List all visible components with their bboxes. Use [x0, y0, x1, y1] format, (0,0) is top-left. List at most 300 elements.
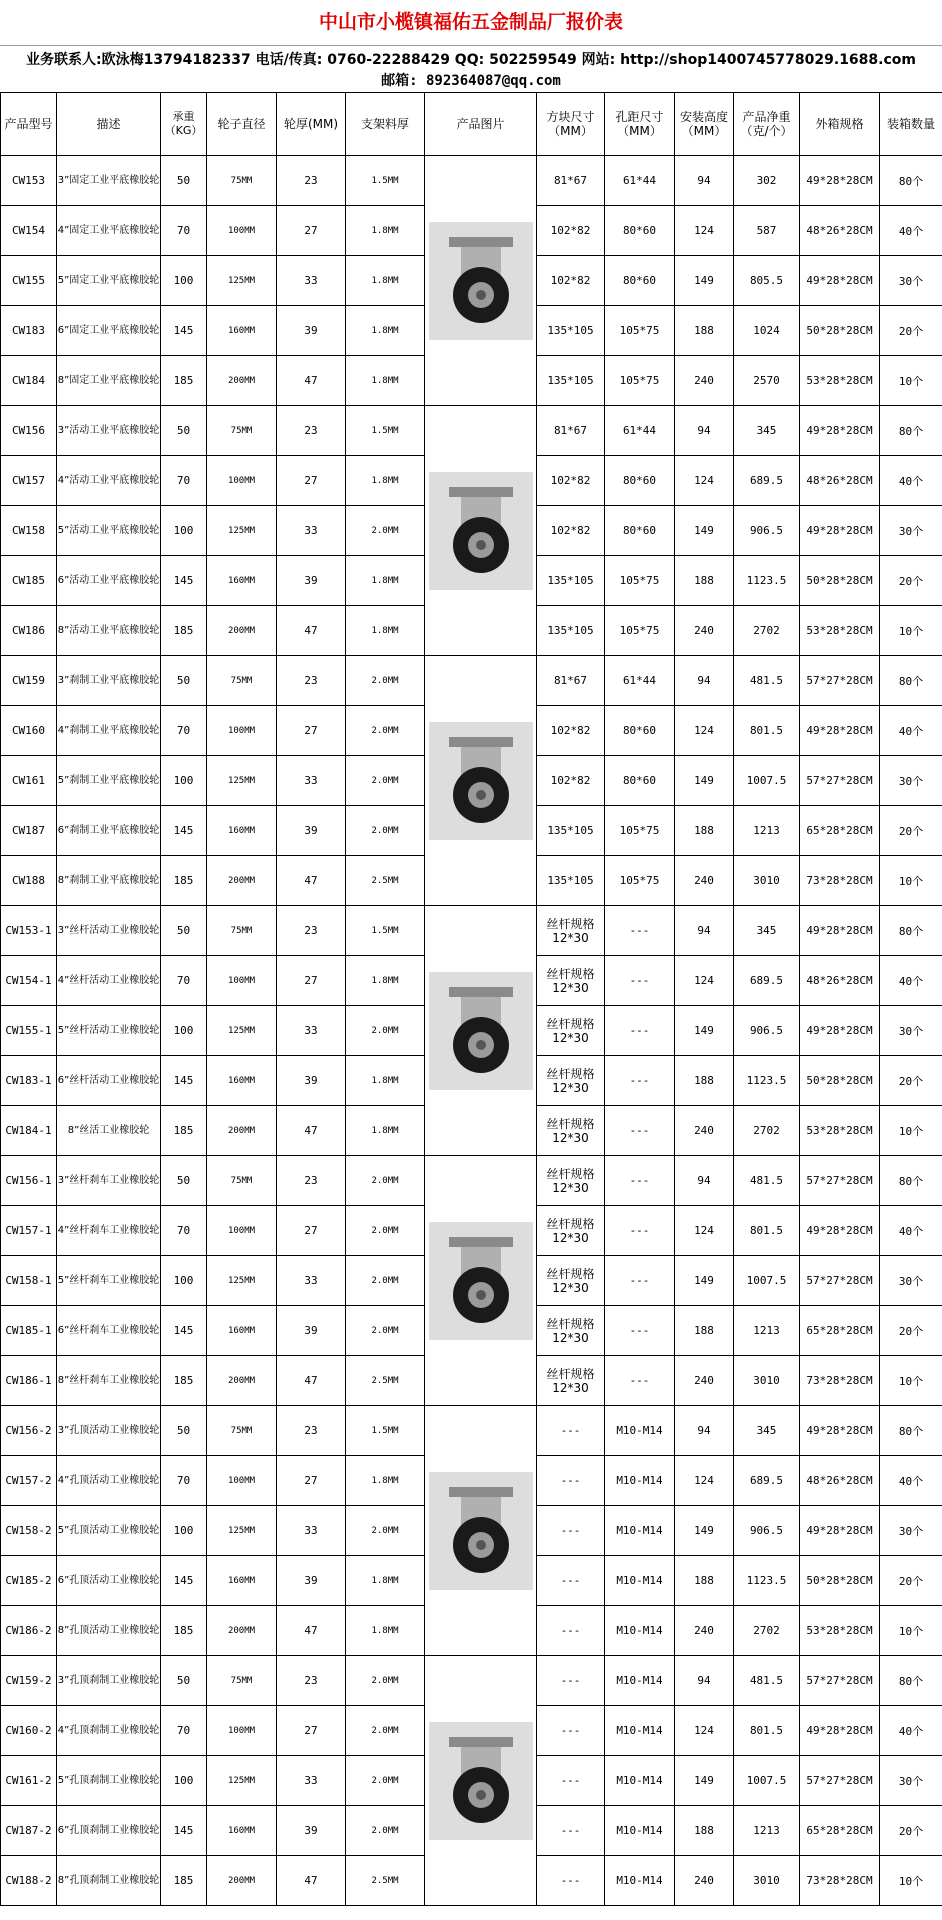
cell-plate: 81*67 [537, 406, 605, 456]
cell-thick: 23 [277, 1406, 346, 1456]
cell-desc: 4”固定工业平底橡胶轮 [57, 206, 161, 256]
cell-weight: 689.5 [734, 1456, 800, 1506]
cell-hole: M10-M14 [605, 1606, 675, 1656]
cell-plate: --- [537, 1756, 605, 1806]
cell-thick: 27 [277, 456, 346, 506]
cell-carton: 65*28*28CM [800, 1806, 880, 1856]
header-desc: 描述 [57, 93, 161, 156]
cell-load: 100 [161, 1006, 207, 1056]
cell-dia: 125MM [207, 1506, 277, 1556]
cell-bracket: 1.8MM [346, 606, 425, 656]
cell-qty: 40个 [880, 1706, 942, 1756]
cell-dia: 160MM [207, 306, 277, 356]
cell-weight: 1007.5 [734, 1256, 800, 1306]
cell-bracket: 1.5MM [346, 406, 425, 456]
cell-qty: 30个 [880, 506, 942, 556]
cell-weight: 1007.5 [734, 1756, 800, 1806]
cell-hole: 61*44 [605, 656, 675, 706]
contact-line: 业务联系人:欧泳梅13794182337 电话/传真: 0760-22288429 QQ: 502259549 网站: http://shop1400745778029.1688.com [26, 52, 916, 68]
product-image-cell [425, 1406, 537, 1656]
cell-model: CW153 [1, 156, 57, 206]
cell-load: 145 [161, 1056, 207, 1106]
cell-height: 94 [675, 406, 734, 456]
cell-qty: 20个 [880, 1806, 942, 1856]
cell-hole: --- [605, 1356, 675, 1406]
cell-height: 188 [675, 306, 734, 356]
cell-dia: 160MM [207, 1556, 277, 1606]
cell-plate: --- [537, 1456, 605, 1506]
cell-thick: 39 [277, 1806, 346, 1856]
cell-load: 50 [161, 156, 207, 206]
cell-model: CW156-2 [1, 1406, 57, 1456]
cell-carton: 49*28*28CM [800, 1406, 880, 1456]
product-image-cell [425, 1156, 537, 1406]
cell-desc: 6”孔顶活动工业橡胶轮 [57, 1556, 161, 1606]
table-row [1, 656, 942, 706]
cell-weight: 801.5 [734, 1706, 800, 1756]
page-title: 中山市小榄镇福佑五金制品厂报价表 [0, 0, 942, 46]
cell-height: 124 [675, 1206, 734, 1256]
cell-bracket: 2.0MM [346, 1256, 425, 1306]
cell-thick: 47 [277, 1856, 346, 1906]
cell-weight: 2702 [734, 606, 800, 656]
cell-plate: 135*105 [537, 806, 605, 856]
cell-qty: 80个 [880, 156, 942, 206]
cell-desc: 3”孔顶刹制工业橡胶轮 [57, 1656, 161, 1706]
cell-carton: 48*26*28CM [800, 206, 880, 256]
cell-desc: 6”丝杆活动工业橡胶轮 [57, 1056, 161, 1106]
cell-bracket: 2.5MM [346, 1356, 425, 1406]
cell-height: 149 [675, 1506, 734, 1556]
cell-dia: 200MM [207, 856, 277, 906]
cell-height: 188 [675, 1556, 734, 1606]
cell-bracket: 2.0MM [346, 756, 425, 806]
cell-desc: 4”刹制工业平底橡胶轮 [57, 706, 161, 756]
cell-thick: 23 [277, 906, 346, 956]
cell-model: CW183-1 [1, 1056, 57, 1106]
cell-carton: 53*28*28CM [800, 1106, 880, 1156]
cell-plate: --- [537, 1406, 605, 1456]
cell-model: CW155-1 [1, 1006, 57, 1056]
cell-height: 124 [675, 956, 734, 1006]
cell-desc: 6”固定工业平底橡胶轮 [57, 306, 161, 356]
cell-plate: 135*105 [537, 556, 605, 606]
cell-carton: 49*28*28CM [800, 1506, 880, 1556]
cell-thick: 33 [277, 256, 346, 306]
cell-plate: --- [537, 1856, 605, 1906]
cell-weight: 481.5 [734, 1156, 800, 1206]
cell-model: CW159 [1, 656, 57, 706]
cell-weight: 302 [734, 156, 800, 206]
cell-dia: 125MM [207, 1006, 277, 1056]
header-thick: 轮厚(MM) [277, 93, 346, 156]
cell-bracket: 2.0MM [346, 806, 425, 856]
cell-model: CW186 [1, 606, 57, 656]
cell-carton: 50*28*28CM [800, 1056, 880, 1106]
cell-plate: 丝杆规格12*30 [537, 1156, 605, 1206]
cell-height: 188 [675, 1056, 734, 1106]
cell-bracket: 2.0MM [346, 1306, 425, 1356]
cell-desc: 4”孔顶活动工业橡胶轮 [57, 1456, 161, 1506]
cell-carton: 48*26*28CM [800, 456, 880, 506]
cell-carton: 57*27*28CM [800, 1656, 880, 1706]
cell-carton: 49*28*28CM [800, 1206, 880, 1256]
cell-model: CW186-2 [1, 1606, 57, 1656]
cell-thick: 39 [277, 556, 346, 606]
cell-hole: --- [605, 1256, 675, 1306]
cell-dia: 75MM [207, 1656, 277, 1706]
cell-qty: 20个 [880, 1056, 942, 1106]
cell-model: CW157-1 [1, 1206, 57, 1256]
cell-hole: M10-M14 [605, 1406, 675, 1456]
header-load: 承重（KG） [161, 93, 207, 156]
cell-bracket: 1.8MM [346, 1556, 425, 1606]
table-row [1, 406, 942, 456]
cell-model: CW185-1 [1, 1306, 57, 1356]
product-image-cell [425, 1656, 537, 1906]
cell-dia: 100MM [207, 206, 277, 256]
cell-bracket: 2.5MM [346, 1856, 425, 1906]
cell-plate: 102*82 [537, 756, 605, 806]
cell-carton: 50*28*28CM [800, 556, 880, 606]
cell-plate: --- [537, 1706, 605, 1756]
cell-thick: 33 [277, 1006, 346, 1056]
cell-model: CW159-2 [1, 1656, 57, 1706]
cell-height: 188 [675, 806, 734, 856]
cell-weight: 3010 [734, 1856, 800, 1906]
cell-plate: 102*82 [537, 256, 605, 306]
threaded-stem-brake-caster-icon [429, 1222, 533, 1340]
contact-info [0, 46, 942, 92]
cell-bracket: 1.5MM [346, 1406, 425, 1456]
cell-bracket: 2.0MM [346, 1156, 425, 1206]
cell-hole: 80*60 [605, 756, 675, 806]
cell-bracket: 1.8MM [346, 1106, 425, 1156]
cell-load: 70 [161, 1206, 207, 1256]
cell-carton: 57*27*28CM [800, 1256, 880, 1306]
cell-height: 94 [675, 906, 734, 956]
cell-carton: 65*28*28CM [800, 1306, 880, 1356]
cell-dia: 160MM [207, 556, 277, 606]
cell-hole: 61*44 [605, 156, 675, 206]
cell-load: 185 [161, 856, 207, 906]
cell-thick: 23 [277, 1656, 346, 1706]
hollow-stem-brake-caster-icon [429, 1722, 533, 1840]
cell-plate: 丝杆规格12*30 [537, 956, 605, 1006]
cell-dia: 75MM [207, 656, 277, 706]
cell-plate: --- [537, 1806, 605, 1856]
cell-dia: 100MM [207, 1456, 277, 1506]
cell-model: CW155 [1, 256, 57, 306]
cell-bracket: 1.8MM [346, 556, 425, 606]
table-row [1, 1406, 942, 1456]
cell-weight: 345 [734, 906, 800, 956]
cell-model: CW186-1 [1, 1356, 57, 1406]
cell-hole: 105*75 [605, 556, 675, 606]
table-header-row [1, 93, 942, 156]
cell-qty: 80个 [880, 656, 942, 706]
cell-height: 94 [675, 1406, 734, 1456]
cell-load: 100 [161, 1256, 207, 1306]
email-line: 邮箱: 892364087@qq.com [381, 73, 561, 89]
cell-weight: 345 [734, 406, 800, 456]
cell-load: 70 [161, 1706, 207, 1756]
cell-dia: 100MM [207, 956, 277, 1006]
cell-hole: 61*44 [605, 406, 675, 456]
cell-height: 124 [675, 706, 734, 756]
cell-qty: 10个 [880, 856, 942, 906]
cell-hole: --- [605, 1156, 675, 1206]
cell-weight: 1123.5 [734, 1556, 800, 1606]
cell-load: 145 [161, 1306, 207, 1356]
cell-model: CW157 [1, 456, 57, 506]
cell-weight: 2702 [734, 1606, 800, 1656]
cell-dia: 160MM [207, 1806, 277, 1856]
header-height: 安装高度（MM） [675, 93, 734, 156]
cell-bracket: 1.8MM [346, 1606, 425, 1656]
cell-height: 149 [675, 256, 734, 306]
cell-thick: 27 [277, 1706, 346, 1756]
cell-thick: 39 [277, 1056, 346, 1106]
cell-desc: 3”活动工业平底橡胶轮 [57, 406, 161, 456]
cell-hole: M10-M14 [605, 1806, 675, 1856]
cell-hole: 80*60 [605, 256, 675, 306]
cell-plate: 102*82 [537, 506, 605, 556]
cell-load: 70 [161, 1456, 207, 1506]
cell-dia: 75MM [207, 1156, 277, 1206]
cell-hole: --- [605, 1006, 675, 1056]
header-qty: 装箱数量 [880, 93, 942, 156]
cell-desc: 5”活动工业平底橡胶轮 [57, 506, 161, 556]
cell-weight: 801.5 [734, 706, 800, 756]
cell-qty: 10个 [880, 606, 942, 656]
cell-model: CW156 [1, 406, 57, 456]
header-image: 产品图片 [425, 93, 537, 156]
cell-carton: 49*28*28CM [800, 1006, 880, 1056]
cell-weight: 481.5 [734, 656, 800, 706]
cell-height: 149 [675, 1756, 734, 1806]
cell-hole: 105*75 [605, 806, 675, 856]
cell-load: 100 [161, 1506, 207, 1556]
cell-load: 100 [161, 1756, 207, 1806]
cell-model: CW156-1 [1, 1156, 57, 1206]
threaded-stem-caster-icon [429, 972, 533, 1090]
cell-load: 50 [161, 1656, 207, 1706]
cell-carton: 49*28*28CM [800, 406, 880, 456]
cell-desc: 3”丝杆刹车工业橡胶轮 [57, 1156, 161, 1206]
cell-hole: M10-M14 [605, 1506, 675, 1556]
cell-height: 94 [675, 156, 734, 206]
cell-load: 70 [161, 206, 207, 256]
cell-weight: 801.5 [734, 1206, 800, 1256]
cell-hole: M10-M14 [605, 1556, 675, 1606]
cell-weight: 1123.5 [734, 556, 800, 606]
cell-desc: 8”刹制工业平底橡胶轮 [57, 856, 161, 906]
cell-load: 100 [161, 756, 207, 806]
swivel-caster-icon [429, 472, 533, 590]
cell-bracket: 2.0MM [346, 506, 425, 556]
cell-load: 145 [161, 1556, 207, 1606]
cell-height: 240 [675, 606, 734, 656]
cell-thick: 39 [277, 1556, 346, 1606]
cell-load: 50 [161, 656, 207, 706]
cell-hole: 105*75 [605, 606, 675, 656]
cell-thick: 33 [277, 506, 346, 556]
cell-dia: 125MM [207, 506, 277, 556]
cell-weight: 1123.5 [734, 1056, 800, 1106]
cell-hole: --- [605, 906, 675, 956]
cell-desc: 4”孔顶刹制工业橡胶轮 [57, 1706, 161, 1756]
cell-hole: 105*75 [605, 306, 675, 356]
cell-load: 185 [161, 1106, 207, 1156]
cell-carton: 57*27*28CM [800, 1156, 880, 1206]
cell-height: 124 [675, 206, 734, 256]
cell-carton: 48*26*28CM [800, 956, 880, 1006]
cell-carton: 49*28*28CM [800, 256, 880, 306]
cell-dia: 160MM [207, 806, 277, 856]
cell-load: 50 [161, 406, 207, 456]
cell-carton: 49*28*28CM [800, 1706, 880, 1756]
cell-plate: 102*82 [537, 206, 605, 256]
cell-bracket: 2.0MM [346, 1656, 425, 1706]
cell-weight: 2702 [734, 1106, 800, 1156]
cell-dia: 200MM [207, 1856, 277, 1906]
cell-load: 145 [161, 806, 207, 856]
cell-plate: 丝杆规格12*30 [537, 1306, 605, 1356]
cell-weight: 1213 [734, 806, 800, 856]
cell-load: 70 [161, 956, 207, 1006]
table-row [1, 906, 942, 956]
cell-qty: 80个 [880, 906, 942, 956]
cell-load: 70 [161, 706, 207, 756]
cell-dia: 125MM [207, 1256, 277, 1306]
header-hole: 孔距尺寸（MM） [605, 93, 675, 156]
cell-model: CW187-2 [1, 1806, 57, 1856]
cell-hole: M10-M14 [605, 1756, 675, 1806]
cell-weight: 481.5 [734, 1656, 800, 1706]
cell-plate: 102*82 [537, 456, 605, 506]
cell-load: 145 [161, 556, 207, 606]
cell-hole: 80*60 [605, 206, 675, 256]
cell-carton: 48*26*28CM [800, 1456, 880, 1506]
cell-carton: 65*28*28CM [800, 806, 880, 856]
cell-desc: 8”丝活工业橡胶轮 [57, 1106, 161, 1156]
cell-weight: 689.5 [734, 456, 800, 506]
cell-load: 185 [161, 356, 207, 406]
cell-desc: 4”活动工业平底橡胶轮 [57, 456, 161, 506]
cell-desc: 5”刹制工业平底橡胶轮 [57, 756, 161, 806]
cell-model: CW188-2 [1, 1856, 57, 1906]
cell-weight: 906.5 [734, 506, 800, 556]
cell-dia: 75MM [207, 406, 277, 456]
cell-qty: 30个 [880, 256, 942, 306]
cell-model: CW161-2 [1, 1756, 57, 1806]
cell-carton: 53*28*28CM [800, 1606, 880, 1656]
cell-qty: 10个 [880, 1606, 942, 1656]
cell-dia: 125MM [207, 756, 277, 806]
cell-model: CW185-2 [1, 1556, 57, 1606]
cell-qty: 10个 [880, 1356, 942, 1406]
cell-qty: 30个 [880, 1756, 942, 1806]
cell-dia: 100MM [207, 1706, 277, 1756]
cell-weight: 345 [734, 1406, 800, 1456]
cell-thick: 47 [277, 1606, 346, 1656]
cell-qty: 80个 [880, 1656, 942, 1706]
cell-carton: 73*28*28CM [800, 856, 880, 906]
cell-height: 149 [675, 506, 734, 556]
hollow-stem-caster-icon [429, 1472, 533, 1590]
cell-plate: 135*105 [537, 306, 605, 356]
cell-height: 240 [675, 1106, 734, 1156]
cell-model: CW184 [1, 356, 57, 406]
cell-qty: 40个 [880, 1456, 942, 1506]
cell-weight: 1024 [734, 306, 800, 356]
cell-height: 149 [675, 1006, 734, 1056]
cell-height: 240 [675, 1356, 734, 1406]
cell-height: 124 [675, 456, 734, 506]
cell-carton: 73*28*28CM [800, 1356, 880, 1406]
cell-thick: 47 [277, 606, 346, 656]
cell-qty: 40个 [880, 1206, 942, 1256]
brake-caster-icon [429, 722, 533, 840]
cell-dia: 200MM [207, 606, 277, 656]
cell-plate: 135*105 [537, 856, 605, 906]
cell-load: 100 [161, 256, 207, 306]
cell-desc: 6”孔顶刹制工业橡胶轮 [57, 1806, 161, 1856]
cell-hole: --- [605, 1306, 675, 1356]
cell-load: 50 [161, 1406, 207, 1456]
cell-qty: 40个 [880, 956, 942, 1006]
cell-thick: 27 [277, 1206, 346, 1256]
cell-height: 94 [675, 1156, 734, 1206]
cell-desc: 8”孔顶活动工业橡胶轮 [57, 1606, 161, 1656]
cell-desc: 5”丝杆刹车工业橡胶轮 [57, 1256, 161, 1306]
cell-hole: M10-M14 [605, 1656, 675, 1706]
product-image-cell [425, 906, 537, 1156]
cell-thick: 47 [277, 1356, 346, 1406]
cell-bracket: 2.0MM [346, 1506, 425, 1556]
cell-plate: --- [537, 1656, 605, 1706]
cell-plate: 丝杆规格12*30 [537, 1056, 605, 1106]
cell-qty: 30个 [880, 756, 942, 806]
cell-qty: 10个 [880, 1106, 942, 1156]
cell-weight: 587 [734, 206, 800, 256]
cell-load: 100 [161, 506, 207, 556]
cell-height: 149 [675, 1256, 734, 1306]
cell-height: 188 [675, 1806, 734, 1856]
cell-hole: M10-M14 [605, 1856, 675, 1906]
product-image-cell [425, 156, 537, 406]
cell-hole: --- [605, 1206, 675, 1256]
cell-qty: 20个 [880, 556, 942, 606]
cell-model: CW188 [1, 856, 57, 906]
cell-qty: 20个 [880, 306, 942, 356]
cell-desc: 3”刹制工业平底橡胶轮 [57, 656, 161, 706]
cell-hole: M10-M14 [605, 1456, 675, 1506]
cell-plate: 丝杆规格12*30 [537, 1256, 605, 1306]
cell-hole: --- [605, 1056, 675, 1106]
cell-hole: 80*60 [605, 706, 675, 756]
cell-weight: 3010 [734, 1356, 800, 1406]
cell-plate: 81*67 [537, 656, 605, 706]
cell-height: 124 [675, 1456, 734, 1506]
cell-height: 240 [675, 356, 734, 406]
cell-thick: 39 [277, 1306, 346, 1356]
cell-height: 240 [675, 1606, 734, 1656]
cell-height: 188 [675, 1306, 734, 1356]
cell-bracket: 2.0MM [346, 1706, 425, 1756]
cell-plate: --- [537, 1606, 605, 1656]
